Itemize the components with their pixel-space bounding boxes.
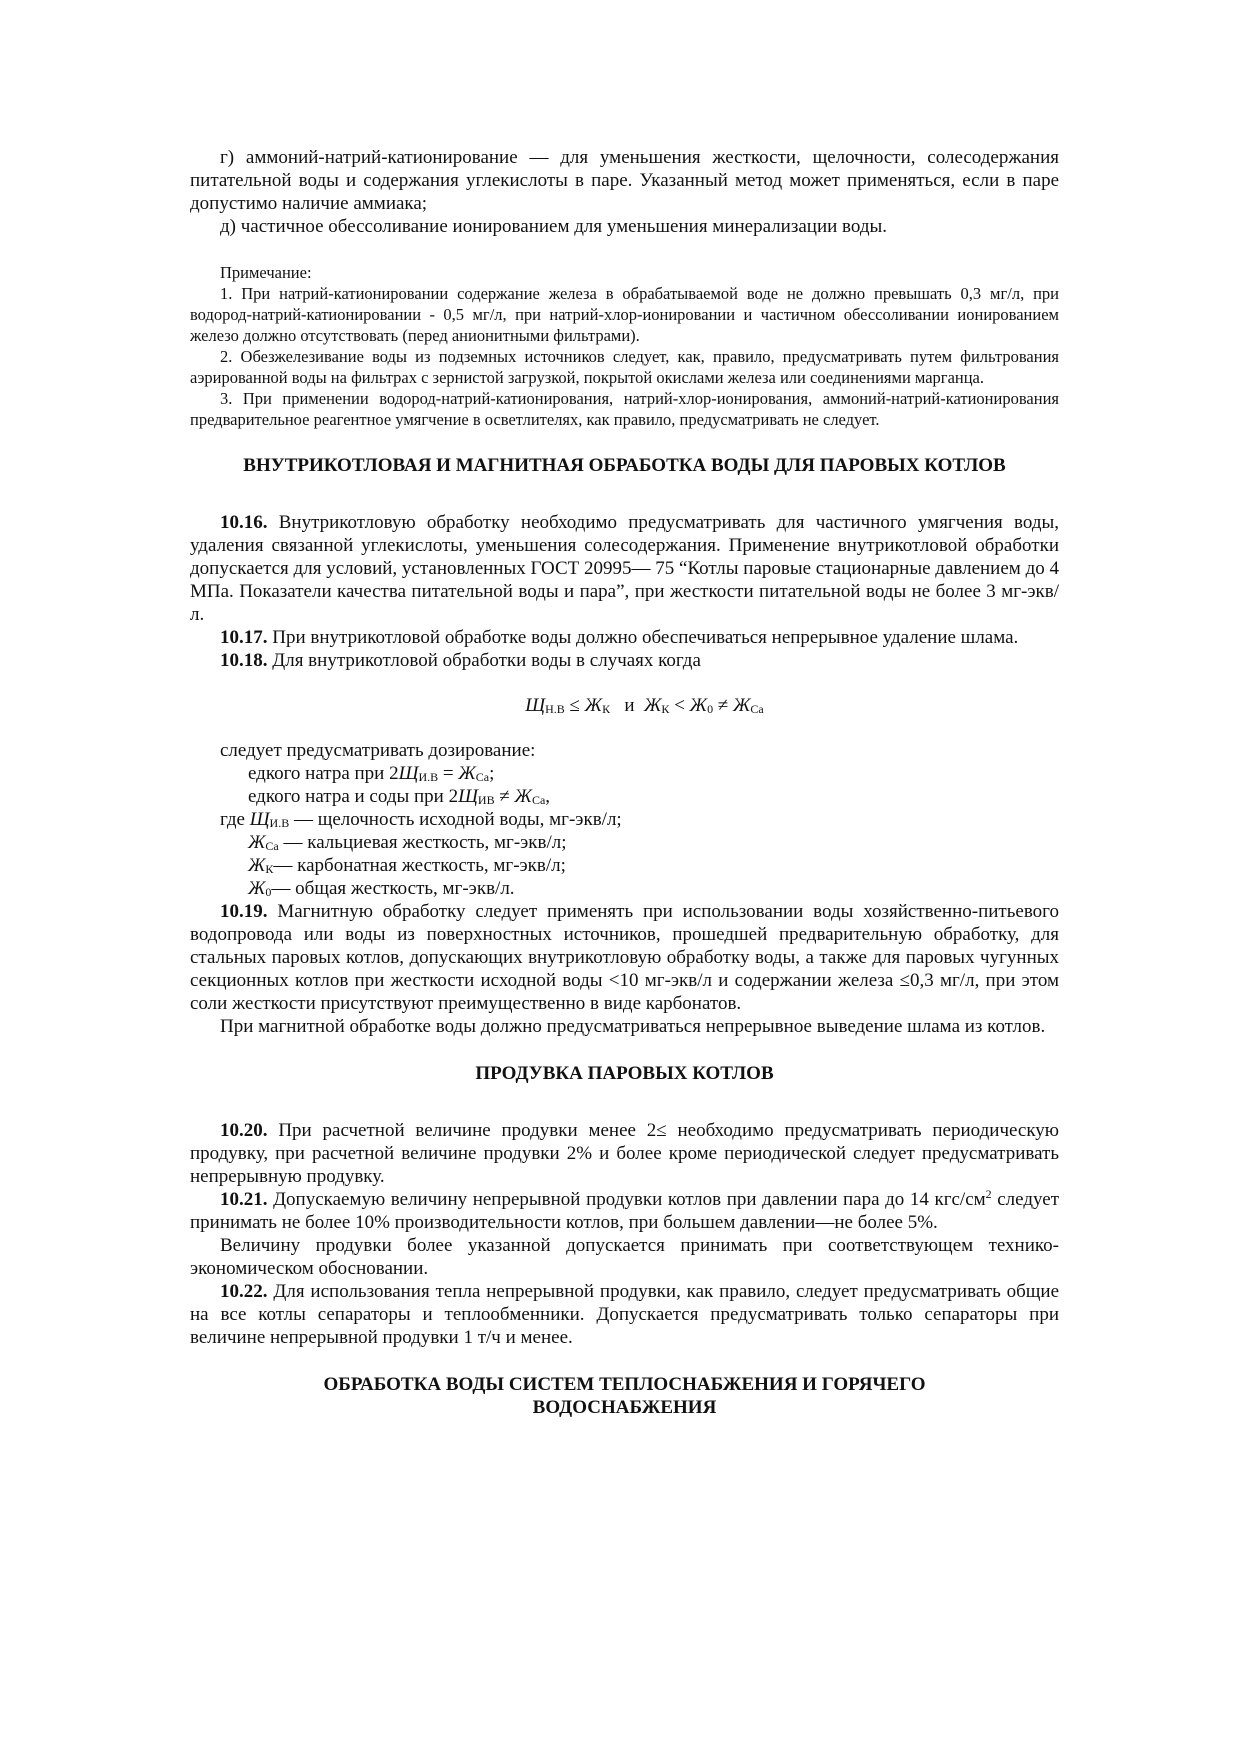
paragraph-number: 10.22. (220, 1281, 268, 1302)
where-calcium: $Ж_{Ca}$ — кальциевая жесткость, мг-экв/л; (248, 832, 567, 853)
paragraph-number: 10.21. (220, 1189, 268, 1210)
note-3: 3. При применении водород-натрий-катионирования, натрий-хлор-ионирования, аммоний-натрий-катионирования предварительное реагентное умягчение в осветлителях, как правило, предусматривать не следует. (190, 389, 1059, 429)
paragraph-number: 10.17. (220, 627, 268, 648)
paragraph-number: 10.20. (220, 1120, 268, 1141)
note-1: 1. При натрий-катионировании содержание железа в обрабатываемой воде не должно превышать 0,3 мг/л, при водород-натрий-катионировании - 0,5 мг/л, при натрий-хлор-ионировании и частичном обессоливании ионированием железо должно отсутствовать (перед анионитными фильтрами). (190, 284, 1059, 345)
paragraph-text: Магнитную обработку следует применять при использовании воды хозяйственно-питьевого водопровода или воды из поверхностных источников, прошедшей предварительную обработку, для стальных паровых котлов, допускающих внутрикотловую обработку воды, а также для паровых чугунных секционных котлов при жесткости исходной воды <10 мг-экв/л и содержании железа ≤0,3 мг/л, при этом соли жесткости присутствуют преимущественно в виде карбонатов. (190, 901, 1059, 1014)
paragraph-text: При внутрикотловой обработке воды должно обеспечиваться непрерывное удаление шлама. (272, 627, 1019, 648)
notes-block (190, 262, 1059, 430)
dosing-caustic-soda: едкого натра и соды при $2Щ_{ИВ} \ne Ж_{Ca}$, (248, 786, 551, 807)
paragraph-number: 10.18. (220, 650, 268, 671)
paragraph-magnetic: При магнитной обработке воды должно предусматриваться непрерывное выведение шлама из котлов. (220, 1016, 1046, 1037)
paragraph-blowdown: Величину продувки более указанной допускается принимать при соответствующем технико-экономическом обосновании. (190, 1235, 1059, 1279)
paragraph-number: 10.19. (220, 901, 268, 922)
section-title-blowdown: ПРОДУВКА ПАРОВЫХ КОТЛОВ (475, 1063, 774, 1084)
item-g: г) аммоний-натрий-катионирование — для уменьшения жесткости, щелочности, солесодержания питательной воды и содержания углекислоты в паре. Указанный метод может применяться, если в паре допустимо наличие аммиака; (190, 147, 1059, 214)
paragraph-text: Допускаемую величину непрерывной продувки котлов при давлении пара до 14 кгс/см (273, 1189, 986, 1210)
item-d: д) частичное обессоливание ионированием для уменьшения минерализации воды. (220, 216, 888, 237)
paragraph-text: При расчетной величине продувки менее 2≤ необходимо предусматривать периодическую продувку, при расчетной величине продувки 2% и более кроме периодической следует предусматривать непрерывную продувку. (190, 1120, 1059, 1187)
note-2: 2. Обезжелезивание воды из подземных источников следует, как, правило, предусматривать путем фильтрования аэрированной воды на фильтрах с зернистой загрузкой, покрытой окислами железа или соединениями марганца. (190, 347, 1059, 387)
notes-heading: Примечание: (220, 263, 312, 282)
paragraph-text: Для внутрикотловой обработки воды в случаях когда (272, 650, 701, 671)
document-page (190, 146, 1059, 1419)
paragraph-10-17 (190, 626, 1059, 649)
where-alkalinity: где $Щ_{И.В}$ — щелочность исходной воды, мг-экв/л; (220, 809, 622, 830)
paragraph-text: Внутрикотловую обработку необходимо предусматривать для частичного умягчения воды, удаления связанной углекислоты, уменьшения солесодержания. Применение внутрикотловой обработки допускается для условий, установленных ГОСТ 20995— 75 “Котлы паровые стационарные давлением до 4 МПа. Показатели качества питательной воды и пара”, при жесткости питательной воды не более 3 мг-экв/л. (190, 512, 1060, 625)
paragraph-10-19 (190, 900, 1059, 1015)
formula-condition: $Щ_{Н.В} \le Ж_К$ и $Ж_К < Ж_0 \ne Ж_{Ca}$ (525, 695, 764, 716)
paragraph-10-21: 10.21. Допускаемую величину непрерывной продувки котлов при давлении пара до 14 кгс/$см^2$ следует принимать не более 10% производительности котлов, при большем давлении—не более 5%. (190, 1187, 1059, 1233)
paragraph-text: Для использования тепла непрерывной продувки, как правило, следует предусматривать общие на все котлы сепараторы и теплообменники. Допускается предусматривать только сепараторы при величине непрерывной продувки 1 т/ч и менее. (190, 1281, 1059, 1348)
paragraph-number: 10.16. (220, 512, 268, 533)
paragraph-10-22 (190, 1280, 1059, 1349)
dosing-caustic: едкого натра при $2Щ_{И.В} = Ж_{Ca}$; (248, 763, 495, 784)
section-title-internal-treatment: ВНУТРИКОТЛОВАЯ И МАГНИТНАЯ ОБРАБОТКА ВОДЫ ДЛЯ ПАРОВЫХ КОТЛОВ (243, 455, 1006, 476)
dosing-intro: следует предусматривать дозирование: (220, 740, 536, 761)
paragraph-10-20 (190, 1119, 1059, 1188)
paragraph-10-16 (190, 511, 1059, 626)
where-carbonate: $Ж_К—$ карбонатная жесткость, мг-экв/л; (248, 855, 566, 876)
paragraph-10-18 (190, 649, 1059, 672)
where-total: $Ж_0—$ общая жесткость, мг-экв/л. (248, 878, 515, 899)
section-title-heating-water: ОБРАБОТКА ВОДЫ СИСТЕМ ТЕПЛОСНАБЖЕНИЯ И ГОРЯЧЕГО ВОДОСНАБЖЕНИЯ (323, 1374, 926, 1418)
